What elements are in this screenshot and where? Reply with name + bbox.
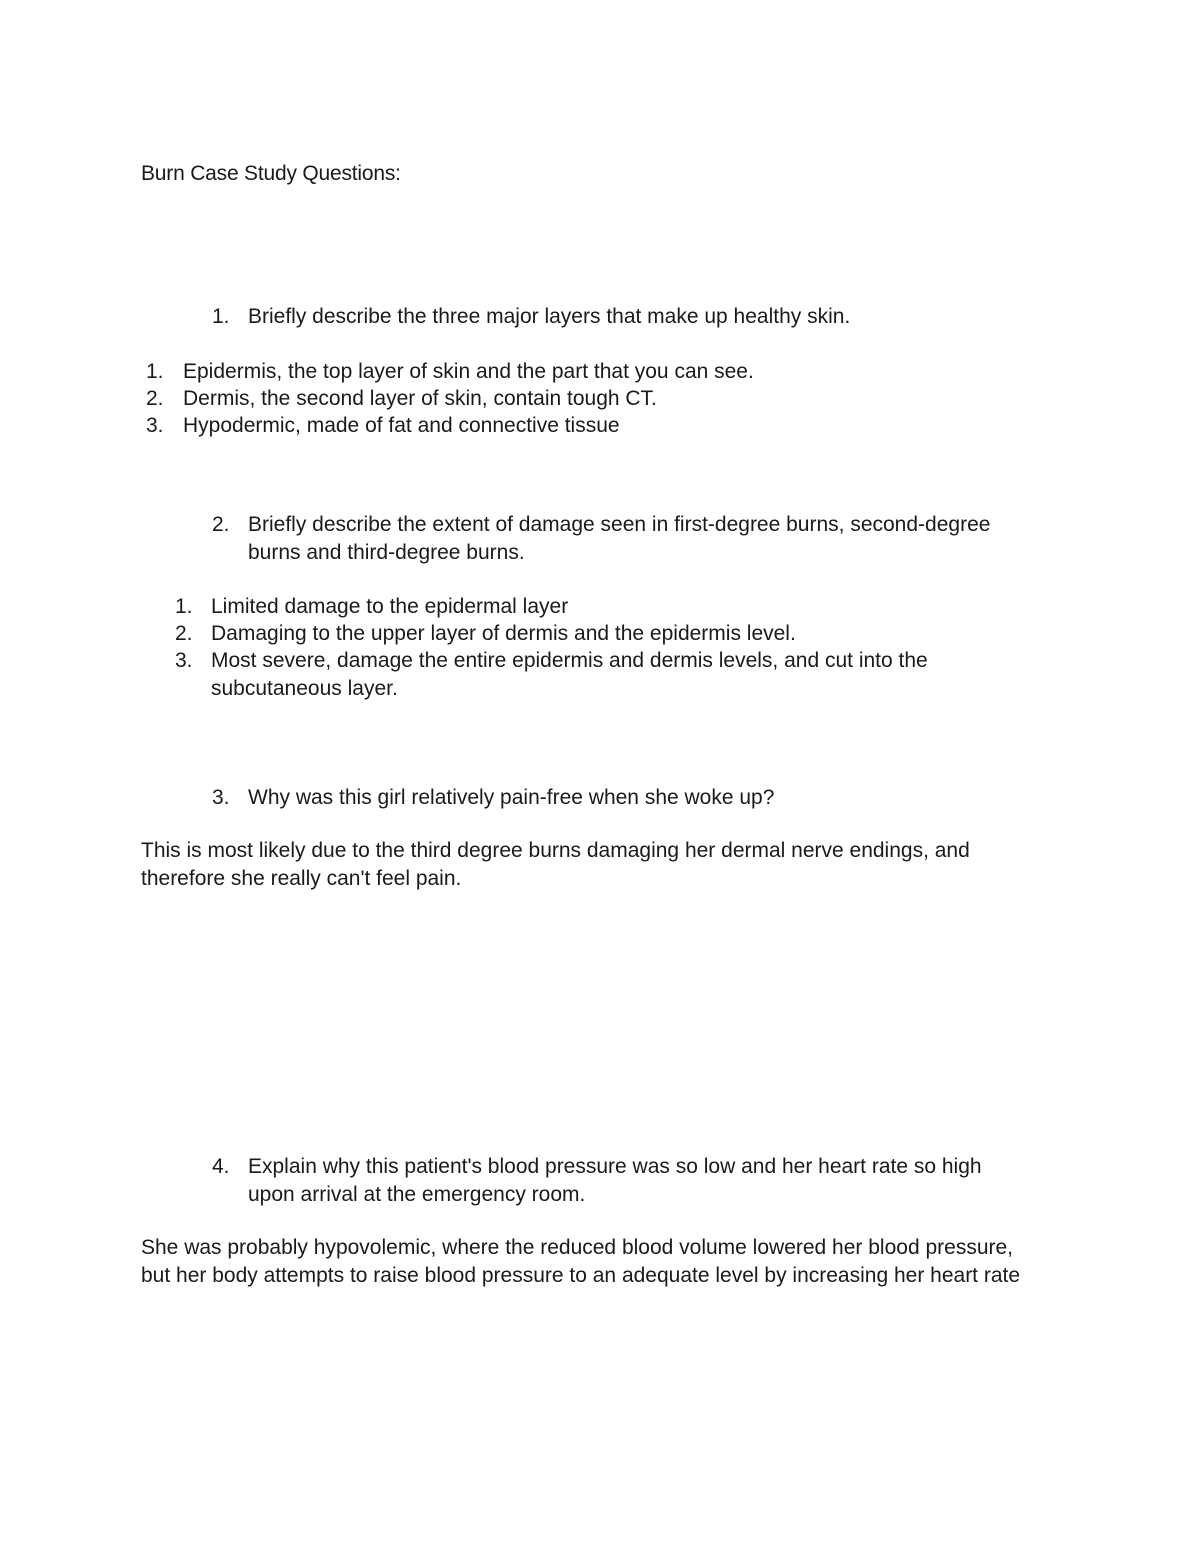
list-item xyxy=(175,593,1025,620)
answer-paragraph-3: This is most likely due to the third degree burns damaging her dermal nerve endings, and therefore she really can't feel pain. xyxy=(141,839,970,890)
list-item-number: 3. xyxy=(146,414,164,437)
question-3 xyxy=(212,784,1042,812)
question-1 xyxy=(212,303,1042,331)
list-item-number: 1. xyxy=(175,595,193,618)
question-text: Briefly describe the extent of damage seen in first-degree burns, second-degree burns and third-degree burns. xyxy=(248,513,991,564)
document-title: Burn Case Study Questions: xyxy=(141,162,401,185)
question-number: 1. xyxy=(212,305,230,328)
question-number: 3. xyxy=(212,786,230,809)
question-number: 4. xyxy=(212,1155,230,1178)
question-4 xyxy=(212,1153,1027,1209)
list-item-number: 2. xyxy=(175,622,193,645)
answer-list-2 xyxy=(175,593,1025,703)
list-item-text: Limited damage to the epidermal layer xyxy=(211,595,569,618)
list-item-text: Most severe, damage the entire epidermis and dermis levels, and cut into the subcutaneous layer. xyxy=(211,649,928,700)
question-2 xyxy=(212,511,1012,567)
list-item-text: Epidermis, the top layer of skin and the part that you can see. xyxy=(183,360,754,383)
question-text: Why was this girl relatively pain-free when she woke up? xyxy=(248,786,775,809)
list-item-text: Dermis, the second layer of skin, contain tough CT. xyxy=(183,387,657,410)
list-item xyxy=(175,647,1025,703)
question-text: Briefly describe the three major layers that make up healthy skin. xyxy=(248,305,851,328)
list-item xyxy=(146,385,1046,412)
list-item-number: 2. xyxy=(146,387,164,410)
list-item-number: 3. xyxy=(175,649,193,672)
question-number: 2. xyxy=(212,513,230,536)
list-item-text: Hypodermic, made of fat and connective tissue xyxy=(183,414,620,437)
list-item xyxy=(146,358,1046,385)
list-item-text: Damaging to the upper layer of dermis and the epidermis level. xyxy=(211,622,796,645)
question-text: Explain why this patient's blood pressure was so low and her heart rate so high upon arrival at the emergency room. xyxy=(248,1155,982,1206)
answer-list-1 xyxy=(146,358,1046,439)
list-item xyxy=(175,620,1025,647)
list-item-number: 1. xyxy=(146,360,164,383)
answer-paragraph-4: She was probably hypovolemic, where the reduced blood volume lowered her blood pressure, but her body attempts to raise blood pressure to an adequate level by increasing her heart rate xyxy=(141,1236,1021,1287)
list-item xyxy=(146,412,1046,439)
